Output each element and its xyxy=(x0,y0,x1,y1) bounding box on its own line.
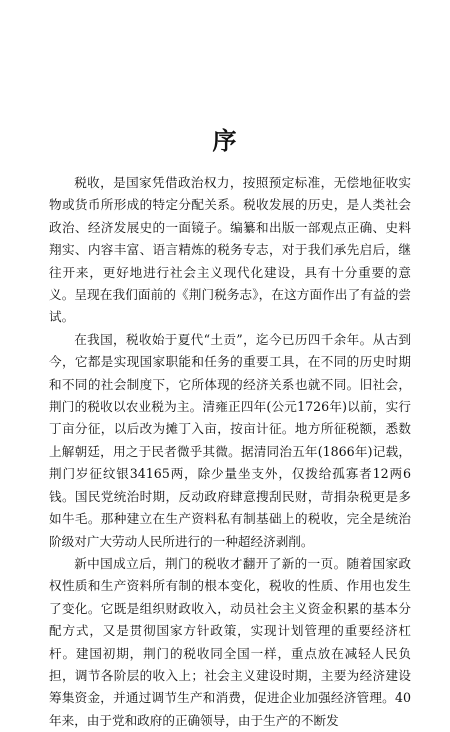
paragraph-3: 新中国成立后，荆门的税收才翻开了新的一页。随着国家政权性质和生产资料所有制的根本变化，税收的性质、作用也发生了变化。它既是组织财政收入，动员社会主义资金积累的基本分配方式，又是贯彻国家方针政策，实现计划管理的重要经济杠杆。建国初期，荆门的税收同全国一样，重点放在减轻人民负担，调节各阶层的收入上；社会主义建设时期，主要为经济建设筹集资金，并通过调节生产和消费，促进企业加强经济管理。40年来，由于党和政府的正确领导，由于生产的不断发 xyxy=(49,555,411,728)
page-title: 序 xyxy=(212,127,238,155)
paragraph-1: 税收，是国家凭借政治权力，按照预定标准，无偿地征收实物或货币所形成的特定分配关系。税收发展的历史，是人类社会政治、经济发展史的一面镜子。编纂和出版一部观点正确、史料翔实、内容丰富、语言精炼的税务专志，对于我们承先启后，继往开来，更好地进行社会主义现代化建设，具有十分重要的意义。呈现在我们面前的《荆门税务志》，在这方面作出了有益的尝试。 xyxy=(49,175,411,325)
paragraph-2: 在我国，税收始于夏代“土贡”，迄今已历四千余年。从古到今，它都是实现国家职能和任务的重要工具，在不同的历史时期和不同的社会制度下，它所体现的经济关系也就不同。旧社会，荆门的税收以农业税为主。清雍正四年(公元1726年)以前，实行丁亩分征，以后改为摊丁入亩，按亩计征。地方所征税额，悉数上解朝廷，用之于民者微乎其微。据清同治五年(1866年)记载，荆门岁征纹银34165两，除少量坐支外，仅拨给孤寡者12两6钱。国民党统治时期，反动政府肆意搜刮民财，苛捐杂税更是多如牛毛。那种建立在生产资料私有制基础上的税收，完全是统治阶级对广大劳动人民所进行的一种超经济剥削。 xyxy=(49,331,411,549)
preface-body xyxy=(49,172,411,732)
